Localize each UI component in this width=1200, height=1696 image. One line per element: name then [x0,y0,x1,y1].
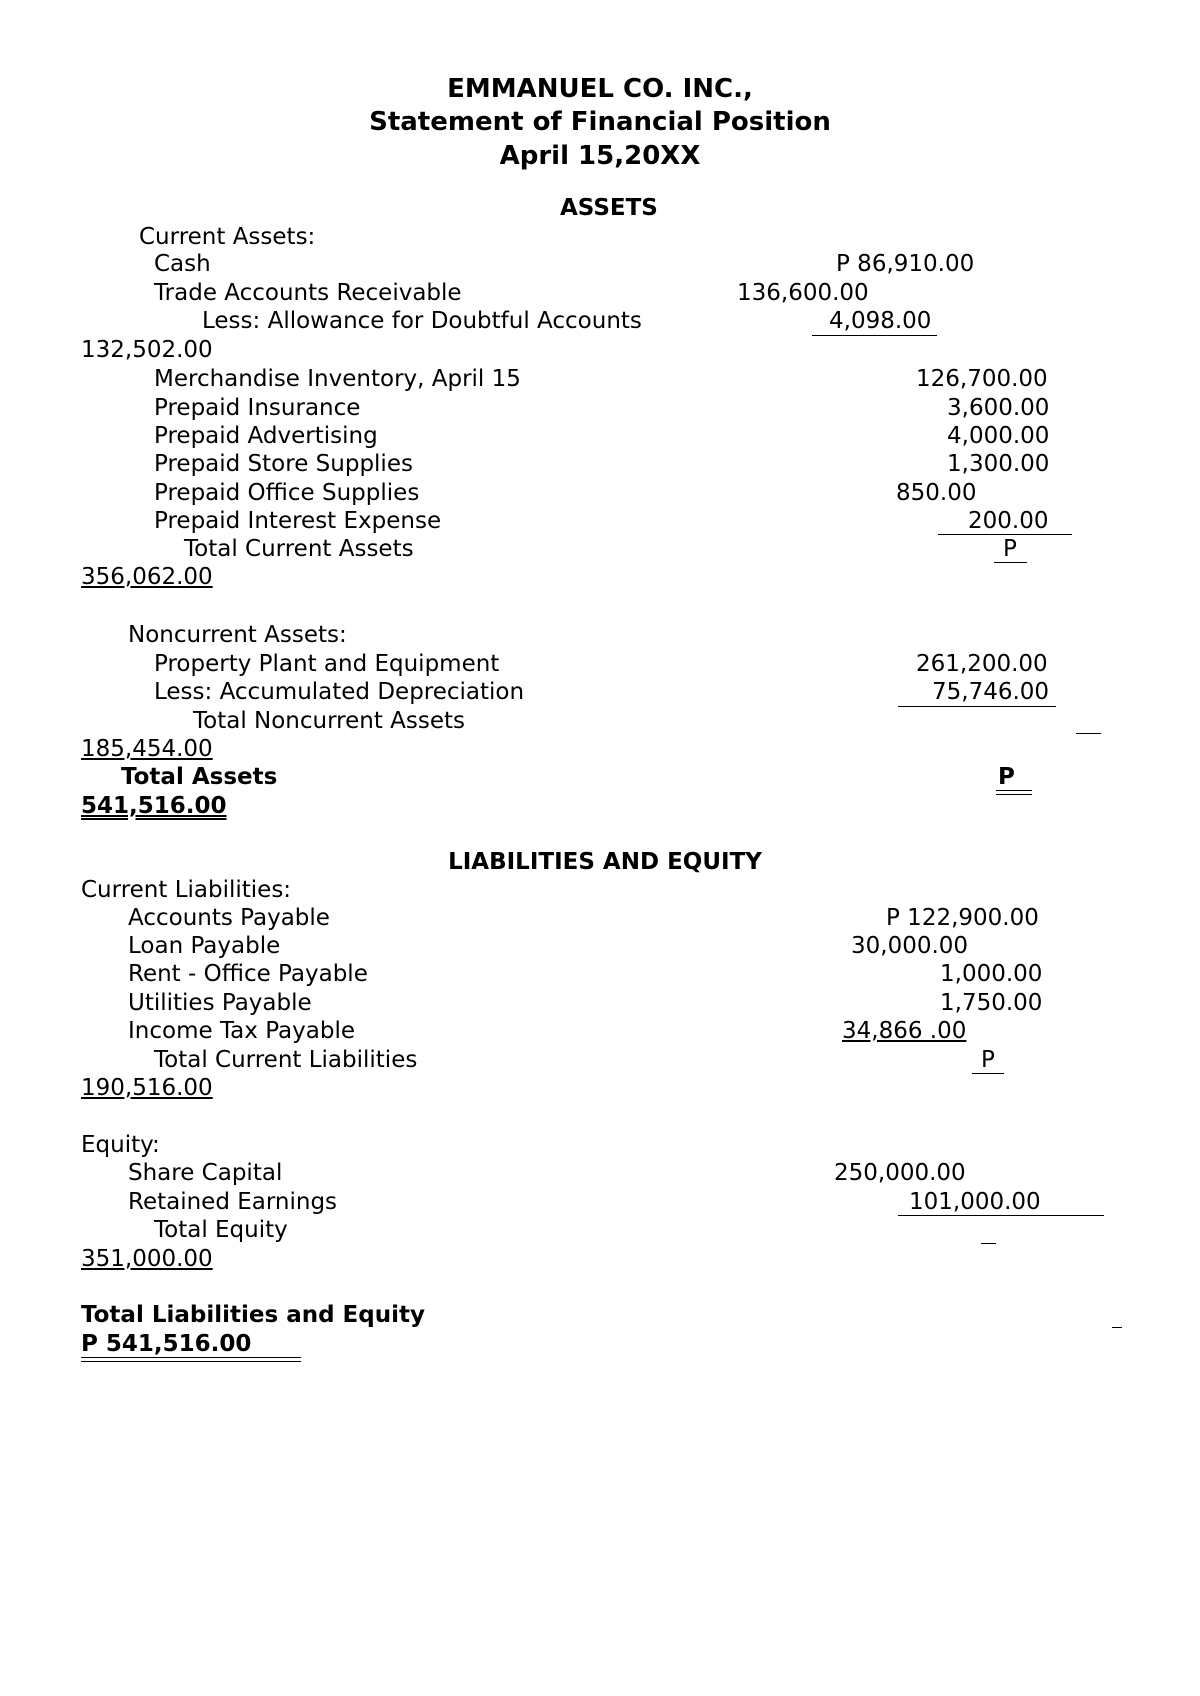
equity-heading: Equity: [81,1132,160,1158]
prepaid-interest-underline [938,534,1072,535]
ppe-value: 261,200.00 [916,651,1048,677]
allowance-label: Less: Allowance for Doubtful Accounts [202,308,642,334]
retained-earnings-underline [898,1215,1104,1216]
depreciation-underline [898,706,1056,707]
total-current-liabilities-label: Total Current Liabilities [154,1047,418,1073]
total-current-liabilities-value: 190,516.00 [81,1075,213,1101]
prepaid-store-label: Prepaid Store Supplies [154,451,413,477]
inventory-value: 126,700.00 [916,366,1048,392]
accounts-payable-label: Accounts Payable [128,905,330,931]
retained-earnings-value: 101,000.00 [909,1189,1041,1215]
total-assets-currency-underline-1 [996,790,1032,791]
prepaid-office-label: Prepaid Office Supplies [154,480,420,506]
ppe-label: Property Plant and Equipment [154,651,500,677]
accounts-payable-value: P 122,900.00 [886,905,1039,931]
total-liabilities-equity-label: Total Liabilities and Equity [81,1302,425,1328]
total-assets-currency-underline-2 [996,794,1032,795]
assets-heading: ASSETS [560,195,658,221]
prepaid-advertising-label: Prepaid Advertising [154,423,378,449]
total-noncurrent-assets-value: 185,454.00 [81,736,213,762]
total-current-assets-value: 356,062.00 [81,564,213,590]
depreciation-label: Less: Accumulated Depreciation [154,679,525,705]
grand-total-underline-2 [81,1361,301,1362]
total-assets-currency: P [998,764,1015,790]
retained-earnings-label: Retained Earnings [128,1189,338,1215]
net-ar-value: 132,502.00 [81,337,213,363]
rent-payable-label: Rent - Office Payable [128,961,368,987]
total-assets-label: Total Assets [121,764,278,790]
noncurrent-assets-heading: Noncurrent Assets: [128,622,347,648]
liabilities-equity-heading: LIABILITIES AND EQUITY [448,849,762,875]
total-current-assets-currency: P [1003,536,1017,562]
total-noncurrent-assets-label: Total Noncurrent Assets [193,708,466,734]
loan-payable-value: 30,000.00 [851,933,969,959]
depreciation-value: 75,746.00 [932,679,1050,705]
total-assets-value: 541,516.00 [81,793,227,819]
share-capital-value: 250,000.00 [834,1160,966,1186]
prepaid-store-value: 1,300.00 [947,451,1050,477]
cash-value: P 86,910.00 [836,251,975,277]
current-assets-heading: Current Assets: [139,224,316,250]
rent-payable-value: 1,000.00 [940,961,1043,987]
cash-label: Cash [154,251,211,277]
total-equity-rule [981,1243,996,1244]
total-current-assets-label: Total Current Assets [184,536,414,562]
ar-value: 136,600.00 [737,280,869,306]
company-name: EMMANUEL CO. INC., [447,74,753,104]
prepaid-interest-value: 200.00 [968,508,1049,534]
current-liabilities-heading: Current Liabilities: [81,877,292,903]
income-tax-payable-label: Income Tax Payable [128,1018,355,1044]
prepaid-office-value: 850.00 [896,480,977,506]
total-equity-value: 351,000.00 [81,1246,213,1272]
total-current-liabilities-currency: P [981,1047,995,1073]
income-tax-payable-value: 34,866 .00 [842,1018,967,1044]
total-current-assets-currency-underline [994,562,1027,563]
statement-date: April 15,20XX [499,141,701,171]
share-capital-label: Share Capital [128,1160,283,1186]
total-equity-label: Total Equity [154,1217,288,1243]
loan-payable-label: Loan Payable [128,933,281,959]
prepaid-advertising-value: 4,000.00 [947,423,1050,449]
total-current-liabilities-currency-underline [972,1073,1004,1074]
prepaid-interest-label: Prepaid Interest Expense [154,508,442,534]
total-noncurrent-assets-rule [1076,733,1101,734]
grand-total-underline-1 [81,1357,301,1358]
prepaid-insurance-value: 3,600.00 [947,395,1050,421]
total-liabilities-equity-rule [1112,1327,1122,1328]
allowance-value: 4,098.00 [829,308,932,334]
inventory-label: Merchandise Inventory, April 15 [154,366,521,392]
ar-label: Trade Accounts Receivable [154,280,462,306]
utilities-payable-label: Utilities Payable [128,990,312,1016]
allowance-underline [812,335,937,336]
statement-title: Statement of Financial Position [369,107,831,137]
prepaid-insurance-label: Prepaid Insurance [154,395,361,421]
utilities-payable-value: 1,750.00 [940,990,1043,1016]
total-liabilities-equity-value: P 541,516.00 [81,1331,252,1357]
